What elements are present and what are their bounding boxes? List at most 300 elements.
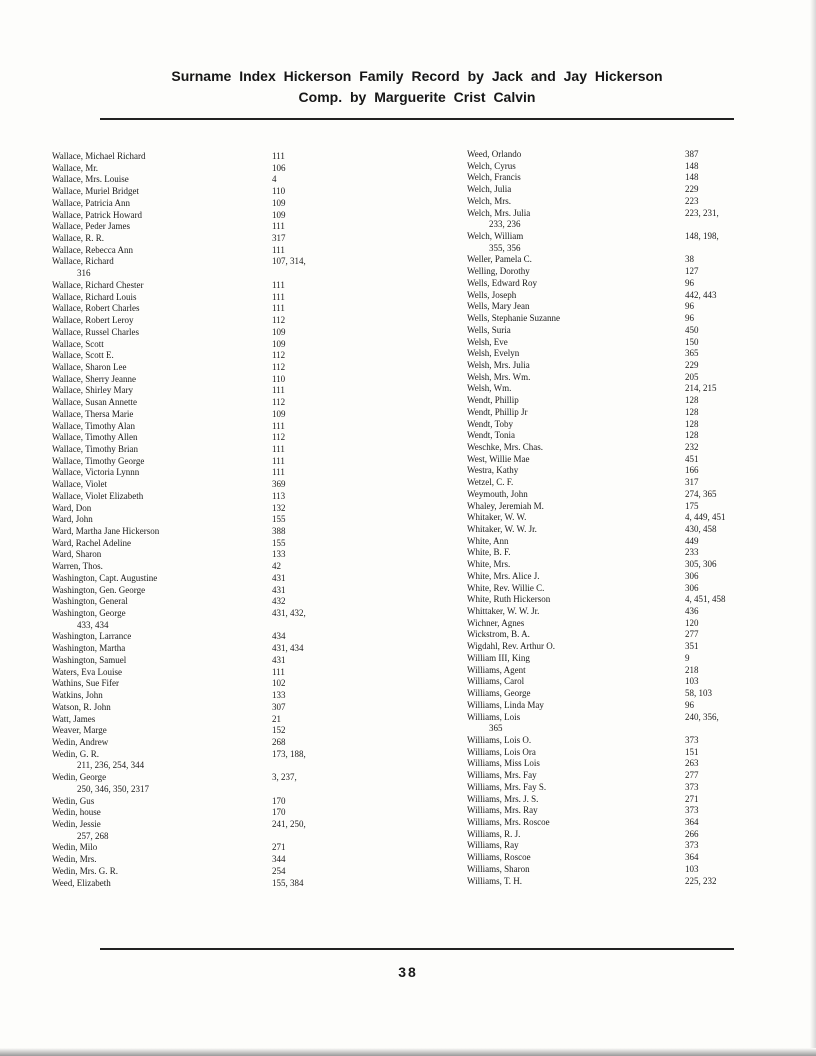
index-entry	[467, 618, 767, 630]
entry-name: Wedin, house	[52, 807, 101, 818]
index-entry	[467, 852, 767, 864]
entry-name: Wedin, Gus	[52, 795, 95, 806]
entry-name: Wickstrom, B. A.	[467, 629, 530, 640]
entry-name: Whittaker, W. W. Jr.	[467, 606, 540, 617]
entry-name: Wedin, G. R.	[52, 748, 100, 759]
index-entry	[467, 149, 767, 161]
index-entry	[52, 878, 382, 890]
index-entry	[52, 292, 382, 304]
index-entry	[467, 712, 767, 724]
index-entry	[467, 266, 767, 278]
index-entry	[52, 339, 382, 351]
entry-name: Ward, Martha Jane Hickerson	[52, 526, 160, 536]
index-entry-continuation	[52, 620, 382, 632]
entry-name: Wallace, Mrs. Louise	[52, 174, 129, 185]
entry-pages: 111	[272, 385, 285, 396]
entry-name: Wallace, Susan Annette	[52, 397, 137, 408]
index-entry-continuation	[52, 268, 382, 280]
index-entry	[467, 594, 767, 606]
entry-name: Watkins, John	[52, 690, 103, 701]
entry-name: Wells, Stephanie Suzanne	[467, 313, 561, 324]
entry-pages: 373	[685, 840, 699, 851]
entry-name: Wallace, Shirley Mary	[52, 385, 133, 396]
entry-name: Washington, Capt. Augustine	[52, 572, 158, 583]
entry-pages: 431	[272, 654, 286, 665]
entry-name: Welch, Francis	[467, 172, 521, 183]
entry-name: Welsh, Eve	[467, 336, 508, 347]
entry-pages: 373	[685, 781, 699, 792]
entry-pages: 277	[685, 770, 699, 781]
entry-pages: 173, 188,	[272, 748, 306, 759]
entry-name: Wallace, Richard Chester	[52, 279, 144, 290]
entry-pages: 112	[272, 361, 286, 372]
entry-pages: 233	[685, 547, 699, 558]
index-entry	[52, 725, 382, 737]
index-entry	[52, 796, 382, 808]
entry-name: Wallace, Violet	[52, 479, 108, 490]
entry-pages: 128	[685, 430, 699, 441]
entry-name: Welsh, Mrs. Wm.	[467, 371, 531, 382]
entry-name: Welch, Mrs. Julia	[467, 207, 531, 218]
entry-name: Ward, Don	[52, 502, 92, 513]
index-entry-continuation	[52, 760, 382, 772]
entry-pages: 170	[272, 795, 286, 806]
entry-name: Wathins, Sue Fifer	[52, 678, 120, 689]
entry-pages-continued: 355, 356	[489, 242, 521, 253]
index-entry	[52, 655, 382, 667]
entry-pages: 317	[685, 477, 699, 488]
entry-pages: 106	[272, 162, 286, 173]
index-entry	[467, 395, 767, 407]
entry-name: Wedin, Mrs.	[52, 854, 97, 865]
entry-pages: 111	[272, 221, 285, 232]
entry-pages: 277	[685, 629, 699, 640]
entry-name: Wallace, Patricia Ann	[52, 197, 130, 208]
index-entry	[467, 606, 767, 618]
index-entry	[52, 210, 382, 222]
entry-pages: 223, 231,	[685, 207, 719, 218]
index-entry	[52, 256, 382, 268]
entry-name: Wallace, Mr.	[52, 162, 99, 173]
index-entry	[52, 327, 382, 339]
entry-name: Williams, Lois Ora	[467, 746, 536, 757]
index-entry	[52, 526, 382, 538]
entry-pages: 274, 365	[685, 488, 717, 499]
entry-pages: 450	[685, 324, 699, 335]
entry-pages: 155	[272, 514, 286, 525]
entry-pages: 96	[685, 699, 694, 710]
entry-name: Wedin, Milo	[52, 842, 98, 853]
index-column-right	[467, 149, 767, 887]
entry-name: Wendt, Phillip Jr	[467, 406, 528, 417]
index-entry	[467, 489, 767, 501]
index-entry	[52, 549, 382, 561]
index-entry	[52, 444, 382, 456]
entry-name: Weller, Pamela C.	[467, 254, 532, 265]
index-entry	[467, 829, 767, 841]
index-entry	[52, 479, 382, 491]
entry-pages: 111	[272, 455, 285, 466]
index-entry	[52, 690, 382, 702]
index-entry-continuation	[467, 219, 767, 231]
entry-name: Wallace, Peder James	[52, 221, 130, 232]
entry-pages: 268	[272, 736, 286, 747]
entry-pages: 103	[685, 863, 699, 874]
entry-name: Williams, Miss Lois	[467, 758, 540, 769]
entry-pages: 364	[685, 852, 699, 863]
entry-pages: 266	[685, 828, 699, 839]
entry-pages-continued: 433, 434	[77, 619, 109, 630]
entry-pages: 364	[685, 816, 699, 827]
index-entry-continuation	[467, 723, 767, 735]
entry-pages: 241, 250,	[272, 818, 306, 829]
entry-pages: 38	[685, 254, 694, 265]
entry-pages: 132	[272, 502, 286, 513]
index-entry	[52, 643, 382, 655]
index-entry	[52, 854, 382, 866]
index-entry	[467, 184, 767, 196]
footer-rule	[100, 948, 734, 950]
entry-pages: 102	[272, 678, 286, 689]
entry-name: White, B. F.	[467, 547, 511, 558]
index-entry	[467, 758, 767, 770]
entry-pages: 109	[272, 209, 286, 220]
index-entry-continuation	[467, 243, 767, 255]
index-entry-continuation	[52, 784, 382, 796]
entry-pages: 263	[685, 758, 699, 769]
index-entry	[52, 198, 382, 210]
entry-name: Wallace, Violet Elizabeth	[52, 490, 144, 501]
entry-name: Wigdahl, Rev. Arthur O.	[467, 641, 556, 652]
entry-name: Wendt, Tonia	[467, 430, 515, 441]
entry-pages: 225, 232	[685, 875, 717, 886]
index-entry	[52, 737, 382, 749]
entry-name: Williams, Linda May	[467, 699, 544, 710]
entry-name: Wallace, Victoria Lynnn	[52, 467, 140, 478]
entry-name: Whaley, Jeremiah M.	[467, 500, 544, 511]
index-entry	[467, 465, 767, 477]
index-entry	[52, 503, 382, 515]
index-entry	[52, 842, 382, 854]
entry-name: Wallace, Russel Charles	[52, 326, 139, 337]
entry-pages: 254	[272, 865, 286, 876]
entry-name: Williams, Roscoe	[467, 852, 531, 863]
entry-name: Washington, George	[52, 608, 126, 619]
entry-pages: 205	[685, 371, 699, 382]
entry-name: Wallace, Richard	[52, 256, 114, 267]
entry-pages: 365	[685, 348, 699, 359]
entry-pages: 155, 384	[272, 877, 304, 888]
entry-pages: 9	[685, 652, 690, 663]
entry-name: Wells, Mary Jean	[467, 301, 530, 312]
entry-name: Wallace, Michael Richard	[52, 151, 146, 161]
entry-name: Williams, Agent	[467, 664, 526, 675]
index-entry	[52, 174, 382, 186]
entry-pages: 110	[272, 186, 286, 197]
index-entry	[52, 467, 382, 479]
entry-pages: 110	[272, 373, 286, 384]
index-entry	[52, 631, 382, 643]
entry-pages: 109	[272, 408, 286, 419]
index-entry	[467, 536, 767, 548]
index-entry	[467, 864, 767, 876]
entry-pages: 373	[685, 734, 699, 745]
entry-name: Weed, Orlando	[467, 149, 522, 159]
entry-name: Williams, Mrs. Roscoe	[467, 816, 550, 827]
entry-name: Washington, Larrance	[52, 631, 132, 642]
entry-pages: 128	[685, 395, 699, 406]
scan-edge-right	[810, 0, 816, 1056]
index-entry	[52, 538, 382, 550]
index-entry	[52, 151, 382, 163]
index-entry	[467, 196, 767, 208]
entry-name: Weschke, Mrs. Chas.	[467, 441, 544, 452]
entry-name: Ward, Rachel Adeline	[52, 537, 131, 548]
index-entry	[467, 348, 767, 360]
index-entry	[467, 688, 767, 700]
entry-pages: 96	[685, 301, 694, 312]
index-entry	[467, 805, 767, 817]
entry-pages-continued: 257, 268	[77, 830, 109, 841]
entry-pages: 3, 237,	[272, 772, 297, 783]
entry-pages: 351	[685, 641, 699, 652]
entry-pages: 111	[272, 279, 285, 290]
entry-pages: 148	[685, 160, 699, 171]
entry-pages: 387	[685, 149, 699, 159]
entry-name: White, Rev. Willie C.	[467, 582, 545, 593]
index-entry	[52, 573, 382, 585]
entry-name: Welling, Dorothy	[467, 266, 530, 277]
entry-pages: 431	[272, 572, 286, 583]
scan-edge-bottom	[0, 1048, 816, 1056]
entry-pages: 344	[272, 854, 286, 865]
entry-pages: 111	[272, 151, 285, 161]
index-entry	[467, 629, 767, 641]
index-entry	[52, 303, 382, 315]
entry-pages: 218	[685, 664, 699, 675]
index-entry	[52, 397, 382, 409]
entry-name: Wedin, George	[52, 772, 107, 783]
entry-name: Williams, Mrs. Fay	[467, 770, 537, 781]
entry-pages: 271	[685, 793, 699, 804]
index-entry	[467, 770, 767, 782]
entry-name: Wallace, Robert Leroy	[52, 315, 134, 326]
entry-name: Welch, William	[467, 231, 524, 242]
entry-name: White, Mrs.	[467, 559, 511, 570]
entry-name: Wendt, Toby	[467, 418, 513, 429]
entry-name: William III, King	[467, 652, 530, 663]
index-entry	[52, 561, 382, 573]
index-entry	[467, 325, 767, 337]
index-entry	[52, 702, 382, 714]
entry-pages: 232	[685, 441, 699, 452]
entry-pages: 175	[685, 500, 699, 511]
index-entry	[467, 407, 767, 419]
entry-name: Williams, Lois	[467, 711, 521, 722]
entry-pages: 148, 198,	[685, 231, 719, 242]
index-entry	[52, 350, 382, 362]
entry-pages: 113	[272, 490, 286, 501]
entry-pages: 96	[685, 313, 694, 324]
index-entry	[467, 372, 767, 384]
index-entry	[52, 221, 382, 233]
index-entry	[467, 208, 767, 220]
index-entry	[467, 583, 767, 595]
entry-name: Watt, James	[52, 713, 96, 724]
entry-name: Wallace, Richard Louis	[52, 291, 137, 302]
entry-pages: 148	[685, 172, 699, 183]
index-entry	[52, 186, 382, 198]
index-entry	[467, 653, 767, 665]
entry-pages: 431, 434	[272, 643, 304, 654]
entry-name: Welsh, Mrs. Julia	[467, 359, 530, 370]
index-entry	[52, 608, 382, 620]
entry-pages: 111	[272, 666, 285, 677]
entry-name: Wallace, Timothy Allen	[52, 432, 138, 443]
index-entry	[467, 676, 767, 688]
entry-name: Wendt, Phillip	[467, 395, 519, 406]
entry-name: Wallace, Timothy Brian	[52, 443, 139, 454]
index-entry	[52, 866, 382, 878]
index-entry	[467, 876, 767, 888]
entry-pages: 109	[272, 197, 286, 208]
index-entry	[467, 301, 767, 313]
entry-name: Wetzel, C. F.	[467, 477, 514, 488]
entry-name: Whitaker, W. W. Jr.	[467, 524, 537, 534]
entry-pages: 434	[272, 631, 286, 642]
index-entry	[52, 374, 382, 386]
index-entry	[467, 278, 767, 290]
entry-pages: 150	[685, 336, 699, 347]
entry-name: Williams, T. H.	[467, 875, 523, 886]
index-entry	[52, 678, 382, 690]
entry-name: West, Willie Mae	[467, 453, 530, 464]
index-entry	[52, 315, 382, 327]
index-entry	[467, 735, 767, 747]
entry-pages: 111	[272, 291, 285, 302]
entry-pages: 111	[272, 244, 285, 255]
entry-name: Washington, Gen. George	[52, 584, 146, 595]
entry-pages: 223	[685, 195, 699, 206]
index-entry	[467, 442, 767, 454]
entry-name: Wallace, Sherry Jeanne	[52, 373, 136, 384]
index-entry	[467, 559, 767, 571]
index-entry	[52, 280, 382, 292]
entry-name: Williams, Carol	[467, 676, 525, 687]
index-entry	[467, 383, 767, 395]
entry-pages: 107, 314,	[272, 256, 306, 267]
entry-pages: 128	[685, 418, 699, 429]
index-entry	[52, 714, 382, 726]
entry-pages: 430, 458	[685, 524, 717, 534]
entry-pages: 133	[272, 690, 286, 701]
index-entry	[52, 819, 382, 831]
entry-pages: 166	[685, 465, 699, 476]
entry-pages: 112	[272, 315, 286, 326]
entry-pages: 112	[272, 397, 286, 408]
index-entry	[467, 700, 767, 712]
entry-pages: 4, 449, 451	[685, 512, 726, 523]
index-entry	[467, 641, 767, 653]
entry-pages: 109	[272, 338, 286, 349]
entry-name: Watson, R. John	[52, 701, 111, 712]
entry-pages-continued: 316	[77, 268, 91, 279]
entry-pages: 431	[272, 584, 286, 595]
index-entry	[467, 747, 767, 759]
entry-pages: 4	[272, 174, 277, 185]
entry-name: Weed, Elizabeth	[52, 877, 111, 888]
entry-name: Whitaker, W. W.	[467, 512, 527, 523]
index-column-left	[52, 151, 382, 889]
entry-name: Wells, Edward Roy	[467, 277, 538, 288]
entry-name: Ward, Sharon	[52, 549, 102, 560]
entry-name: Wells, Joseph	[467, 289, 517, 300]
entry-name: Waters, Eva Louise	[52, 666, 123, 677]
entry-name: Williams, Mrs. Ray	[467, 805, 538, 816]
entry-name: Williams, Mrs. Fay S.	[467, 781, 547, 792]
entry-name: Wallace, Rebecca Ann	[52, 244, 133, 255]
entry-name: Ward, John	[52, 514, 93, 525]
index-entry	[52, 749, 382, 761]
index-entry	[467, 231, 767, 243]
page-number: 38	[398, 964, 418, 980]
entry-pages-continued: 365	[489, 723, 503, 734]
index-entry	[467, 794, 767, 806]
index-entry	[52, 409, 382, 421]
entry-pages: 305, 306	[685, 559, 717, 570]
index-entry	[467, 782, 767, 794]
entry-name: Williams, George	[467, 688, 531, 699]
index-entry	[52, 491, 382, 503]
index-entry	[467, 454, 767, 466]
index-entry	[467, 360, 767, 372]
entry-pages: 42	[272, 561, 281, 572]
entry-name: Wallace, Scott	[52, 338, 104, 349]
entry-pages: 307	[272, 701, 286, 712]
entry-name: Welch, Cyrus	[467, 160, 516, 171]
entry-name: Wedin, Mrs. G. R.	[52, 865, 119, 876]
index-entry	[52, 432, 382, 444]
index-entry	[52, 362, 382, 374]
entry-name: Wallace, R. R.	[52, 233, 105, 244]
entry-pages: 111	[272, 420, 285, 431]
entry-name: White, Ruth Hickerson	[467, 594, 551, 605]
index-entry	[467, 665, 767, 677]
entry-pages: 96	[685, 277, 694, 288]
entry-name: White, Ann	[467, 535, 509, 546]
index-entry	[52, 421, 382, 433]
entry-pages: 103	[685, 676, 699, 687]
entry-pages: 442, 443	[685, 289, 717, 300]
entry-pages: 388	[272, 526, 286, 536]
index-entry	[52, 514, 382, 526]
entry-pages: 306	[685, 570, 699, 581]
entry-name: Williams, Ray	[467, 840, 519, 851]
entry-pages: 431, 432,	[272, 608, 306, 619]
entry-pages: 369	[272, 479, 286, 490]
entry-pages: 449	[685, 535, 699, 546]
header-title: Surname Index Hickerson Family Record by Jack and Jay Hickerson	[171, 68, 663, 84]
entry-name: Welch, Mrs.	[467, 195, 512, 206]
entry-pages: 127	[685, 266, 699, 277]
entry-pages: 58, 103	[685, 688, 712, 699]
entry-pages: 317	[272, 233, 286, 244]
entry-name: Wallace, Robert Charles	[52, 303, 140, 314]
entry-pages: 4, 451, 458	[685, 594, 726, 605]
index-entry	[467, 172, 767, 184]
index-entry	[52, 585, 382, 597]
entry-name: Williams, Mrs. J. S.	[467, 793, 539, 804]
